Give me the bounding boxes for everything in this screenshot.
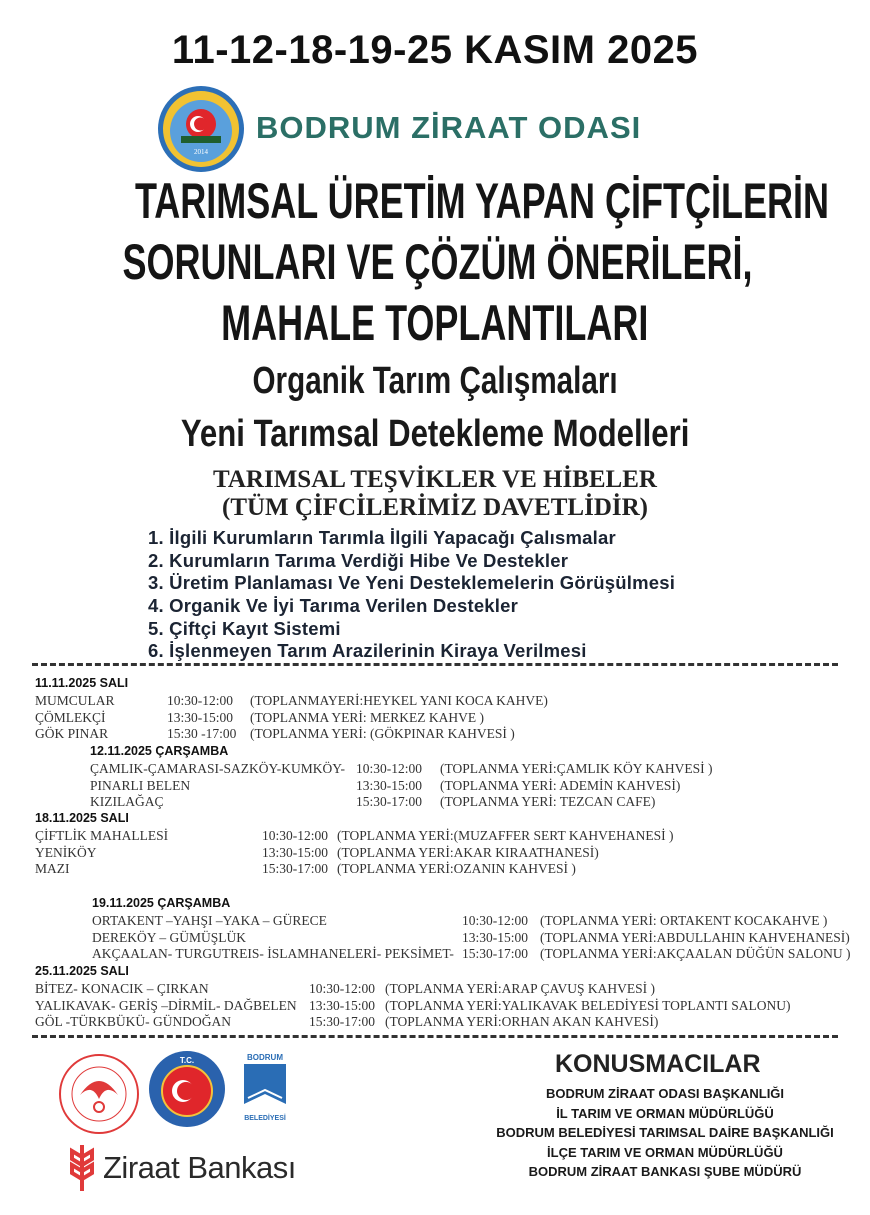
schedule-location: GÖK PINAR [35,726,109,741]
agenda-list [148,527,675,663]
schedule-venue: (TOPLANMA YERİ:OZANIN KAHVESİ ) [337,861,576,876]
bodrum-kaymakamligi-logo [148,1050,226,1128]
schedule-time: 10:30-12:00 [167,693,233,708]
schedule-time: 15:30-17:00 [262,861,328,876]
schedule-time: 10:30-12:00 [462,913,528,928]
schedule-venue: (TOPLANMA YERİ: ADEMİN KAHVESİ) [440,777,681,793]
subheadline-1: Organik Tarım Çalışmaları [252,360,618,402]
schedule-venue: (TOPLANMA YERİ: TEZCAN CAFE) [440,794,656,809]
schedule-location: ÇAMLIK-ÇAMARASI-SAZKÖY-KUMKÖY- [90,761,346,776]
speaker-item: İL TARIM VE ORMAN MÜDÜRLÜĞÜ [556,1105,774,1121]
schedule-location: DEREKÖY – GÜMÜŞLÜK [92,929,246,945]
schedule-location: KIZILAĞAÇ [90,794,164,809]
ziraat-bankasi-wheat-icon [68,1143,96,1193]
headline-line-1: TARIMSAL ÜRETİM YAPAN ÇİFTÇİLERİN [134,173,829,229]
svg-text:BELEDİYESİ: BELEDİYESİ [244,1115,286,1122]
schedule-venue: (TOPLANMA YERİ: (GÖKPINAR KAHVESİ ) [250,726,515,741]
bodrum-ziraat-odasi-logo [156,84,246,174]
schedule-time: 15:30 -17:00 [167,726,237,741]
divider [32,663,838,666]
schedule-time: 10:30-12:00 [309,981,375,996]
tarim-orman-bakanligi-logo [58,1053,140,1135]
schedule-date-heading: 18.11.2025 SALI [35,811,129,825]
schedule-location: MAZI [35,861,70,876]
speakers-title: KONUSMACILAR [555,1050,761,1078]
schedule-date-heading: 11.11.2025 SALI [35,676,129,690]
schedule-time: 10:30-12:00 [262,828,328,843]
schedule-venue: (TOPLANMAYERİ:HEYKEL YANI KOCA KAHVE) [250,693,548,708]
agenda-item: 6. İşlenmeyen Tarım Arazilerinin Kiraya Verilmesi [148,640,587,662]
subheadline-2: Yeni Tarımsal Detekleme Modelleri [180,413,690,455]
schedule-location: ÇÖMLEKÇİ [35,709,106,725]
schedule-time: 13:30-15:00 [462,929,528,945]
svg-text:BODRUM: BODRUM [247,1053,283,1062]
bodrum-belediyesi-logo [236,1052,294,1124]
schedule-location: ORTAKENT –YAHŞI –YAKA – GÜRECE [92,913,327,928]
schedule-location: GÖL -TÜRKBÜKÜ- GÜNDOĞAN [35,1014,231,1029]
schedule-location: PINARLI BELEN [90,777,191,793]
schedule-location: MUMCULAR [35,693,115,708]
speaker-item: İLÇE TARIM VE ORMAN MÜDÜRLÜĞÜ [547,1144,783,1160]
ziraat-bankasi-logo-text: Ziraat Bankası [103,1150,296,1185]
schedule-location: BİTEZ- KONACIK – ÇIRKAN [35,981,209,996]
schedule-venue: (TOPLANMA YERİ:ARAP ÇAVUŞ KAHVESİ ) [385,981,656,996]
org-name: BODRUM ZİRAAT ODASI [256,110,642,145]
schedule-time: 15:30-17:00 [462,946,528,961]
svg-text:T.C.: T.C. [179,1056,195,1065]
schedule-date-heading: 12.11.2025 ÇARŞAMBA [90,744,229,758]
agenda-item: 5. Çiftçi Kayıt Sistemi [148,617,341,639]
incentives-heading: TARIMSAL TEŞVİKLER VE HİBELER [213,466,657,493]
schedule-time: 13:30-15:00 [309,997,375,1013]
schedule-venue: (TOPLANMA YERİ:AKAR KIRAATHANESİ) [337,844,599,860]
schedule-location: ÇİFTLİK MAHALLESİ [35,828,169,843]
agenda-item: 1. İlgili Kurumların Tarımla İlgili Yapacağı Çalısmalar [148,527,616,548]
speaker-item: BODRUM BELEDİYESİ TARIMSAL DAİRE BAŞKANLIĞI [496,1125,834,1140]
schedule-venue: (TOPLANMA YERİ:ABDULLAHIN KAHVEHANESİ) [540,929,850,945]
speaker-item: BODRUM ZİRAAT ODASI BAŞKANLIĞI [545,1086,785,1101]
schedule-venue: (TOPLANMA YERİ:AKÇAALAN DÜĞÜN SALONU ) [540,946,851,961]
divider [32,1035,838,1038]
schedule-venue: (TOPLANMA YERİ:ÇAMLIK KÖY KAHVESİ ) [440,761,713,776]
agenda-item: 2. Kurumların Tarıma Verdiği Hibe Ve Destekler [148,549,569,571]
schedule-venue: (TOPLANMA YERİ: ORTAKENT KOCAKAHVE ) [540,913,828,928]
schedule-time: 13:30-15:00 [262,844,328,860]
schedule-venue: (TOPLANMA YERİ:YALIKAVAK BELEDİYESİ TOPLANTI SALONU) [385,997,791,1013]
speakers-list [470,1086,860,1184]
agenda-item: 4. Organik Ve İyi Tarıma Verilen Destekler [148,595,519,617]
schedule-location: YALIKAVAK- GERİŞ –DİRMİL- DAĞBELEN [35,997,297,1013]
agenda-item: 3. Üretim Planlaması Ve Yeni Desteklemelerin Görüşülmesi [148,572,676,594]
schedule-venue: (TOPLANMA YERİ: MERKEZ KAHVE ) [250,709,484,725]
schedule-location: YENİKÖY [35,844,97,860]
schedule-time: 10:30-12:00 [356,761,422,776]
schedule-date-heading: 19.11.2025 ÇARŞAMBA [92,896,231,910]
schedule-time: 13:30-15:00 [167,709,233,725]
schedule-time: 13:30-15:00 [356,777,422,793]
schedule-date-heading: 25.11.2025 SALI [35,964,129,978]
svg-text:2014: 2014 [194,148,208,156]
headline-line-2: SORUNLARI VE ÇÖZÜM ÖNERİLERİ, [122,234,753,290]
schedule-location: AKÇAALAN- TURGUTREIS- İSLAMHANELERİ- PEKSİMET- [92,946,454,961]
invitation-note: (TÜM ÇİFCİLERİMİZ DAVETLİDİR) [222,494,648,521]
schedule-time: 15:30-17:00 [356,794,422,809]
headline-line-3: MAHALE TOPLANTILARI [221,295,649,351]
event-dates: 11-12-18-19-25 KASIM 2025 [171,28,699,72]
schedule-venue: (TOPLANMA YERİ:ORHAN AKAN KAHVESİ) [385,1014,659,1029]
schedule-time: 15:30-17:00 [309,1014,375,1029]
speaker-item: BODRUM ZİRAAT BANKASI ŞUBE MÜDÜRÜ [528,1164,802,1179]
schedule-venue: (TOPLANMA YERİ:(MUZAFFER SERT KAHVEHANESİ ) [337,828,674,843]
